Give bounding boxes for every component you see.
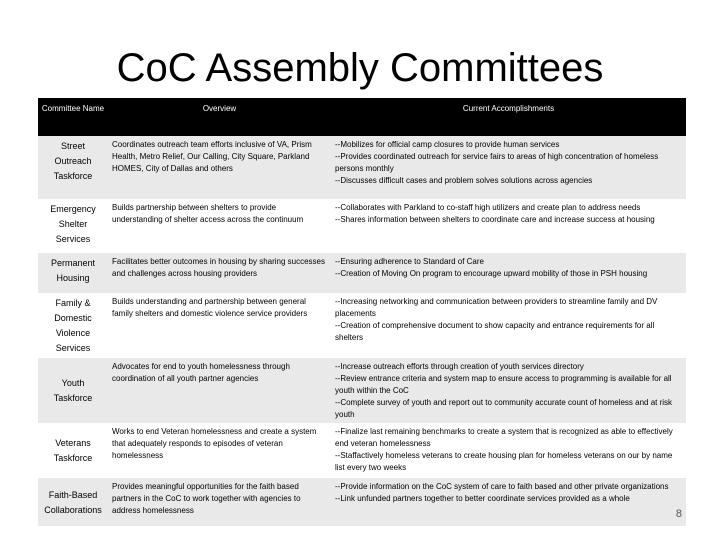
committee-name: Faith-Based Collaborations [38,478,108,526]
table-row [38,136,686,199]
table-header-row [38,98,686,136]
accomplishment-item: --Finalize last remaining benchmarks to create a system that is recognized as able to effectively end veteran homelessness [335,427,673,448]
committees-table [38,98,686,526]
accomplishment-item: --Creation of Moving On program to encourage upward mobility of those in PSH housing [335,269,648,278]
accomplishment-item: --Ensuring adherence to Standard of Care [335,257,484,266]
table-row [38,358,686,423]
header-overview: Overview [108,98,331,136]
committee-name: Youth Taskforce [38,358,108,423]
committee-name: Veterans Taskforce [53,438,93,463]
accomplishment-item: --Creation of comprehensive document to show capacity and entrance requirements for all shelters [335,321,655,342]
header-current-accomplishments: Current Accomplishments [331,98,686,136]
committee-accomplishments [331,423,686,478]
committee-name: Permanent Housing [38,253,108,293]
table-row [38,199,686,253]
committee-overview: Coordinates outreach team efforts inclusive of VA, Prism Health, Metro Relief, Our Calling, City Square, Parkland HOMES, City of Dallas and others [108,136,331,199]
committee-overview: Builds understanding and partnership between general family shelters and domestic violence service providers [112,297,308,318]
slide-title: CoC Assembly Committees [116,46,604,90]
accomplishment-item: --Complete survey of youth and report out to community accurate count of homeless and at risk youth [335,398,673,419]
accomplishment-item: --Discusses difficult cases and problem solves solutions across agencies [335,176,593,185]
committee-overview: Builds partnership between shelters to provide understanding of shelter access across the continuum [112,203,304,224]
committee-overview: Facilitates better outcomes in housing by sharing successes and challenges across housing providers [108,253,331,293]
accomplishment-item: --Increasing networking and communication between providers to streamline family and DV placements [335,297,658,318]
accomplishment-item: --Mobilizes for official camp closures to provide human services [335,140,560,149]
accomplishment-item: --Provides coordinated outreach for service fairs to areas of high concentration of homeless persons monthly [335,152,659,173]
table-row [38,253,686,293]
committee-accomplishments [331,293,686,358]
committee-name: Street Outreach Taskforce [38,136,108,199]
accomplishment-item: --Staffactively homeless veterans to create housing plan for homeless veterans on our by name list every two weeks [335,451,673,472]
committee-overview: Works to end Veteran homelessness and create a system that adequately responds to episodes of veteran homelessness [112,427,317,460]
table-row [38,423,686,478]
committee-accomplishments [331,199,686,253]
header-committee-name: Committee Name [38,98,108,136]
accomplishment-item: --Increase outreach efforts through creation of youth services directory [335,362,584,371]
accomplishment-item: --Review entrance criteria and system map to ensure access to programming is available for all youth within the CoC [335,374,672,395]
table-row [38,478,686,526]
committee-overview: Advocates for end to youth homelessness through coordination of all youth partner agencies [108,358,331,423]
committee-overview: Provides meaningful opportunities for the faith based partners in the CoC to work together with agencies to address homelessness [108,478,331,526]
committee-accomplishments [331,253,686,293]
committee-accomplishments [331,358,686,423]
accomplishment-item: --Shares information between shelters to coordinate care and increase success at housing [335,215,655,224]
accomplishment-item: --Link unfunded partners together to better coordinate services provided as a whole [335,494,630,503]
accomplishment-item: --Provide information on the CoC system of care to faith based and other private organizations [335,482,669,491]
committee-accomplishments [331,478,686,526]
committee-name: Emergency Shelter Services [50,204,96,244]
page-number: 8 [675,508,682,520]
accomplishment-item: --Collaborates with Parkland to co-staff high utilizers and create plan to address needs [335,203,641,212]
committee-accomplishments [331,136,686,199]
table-row [38,293,686,358]
committee-name: Family & Domestic Violence Services [54,298,92,353]
